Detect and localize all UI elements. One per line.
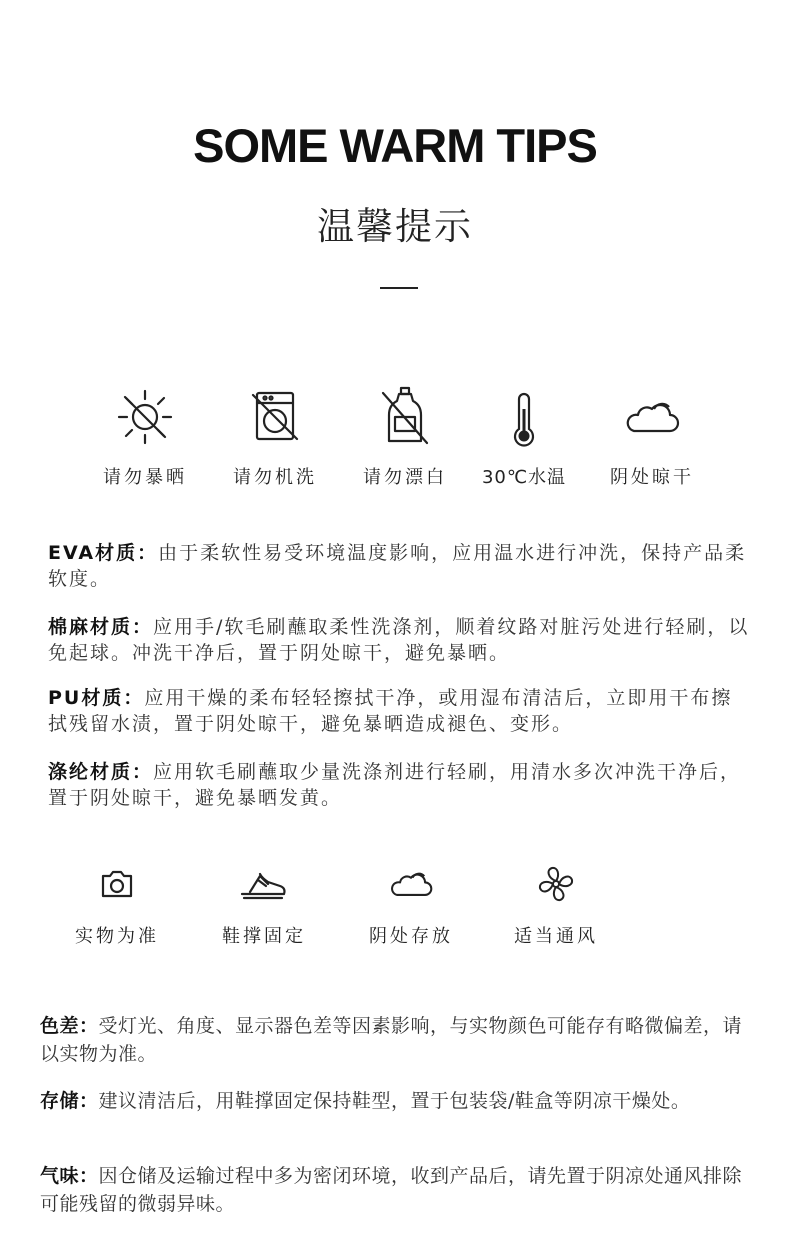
title-chinese: 温馨提示 [317, 205, 473, 248]
care-item-shade-dry [597, 385, 707, 489]
notice-icons-row [0, 862, 790, 957]
notice-lead: 气味： [40, 1165, 99, 1187]
notice-label: 适当通风 [514, 926, 598, 947]
thermometer-icon [492, 385, 556, 449]
notice-lead: 色差： [40, 1015, 99, 1037]
material-text: 应用软毛刷蘸取少量洗涤剂进行轻刷，用清水多次冲洗干净后，置于阴处晾干，避免暴晒发黄。 [48, 761, 742, 809]
material-lead: EVA材质： [48, 542, 159, 564]
care-label: 30℃水温 [481, 467, 567, 488]
no-bleach-icon [373, 385, 437, 449]
notice-text: 建议清洁后，用鞋撑固定保持鞋型，置于包装袋/鞋盒等阴凉干燥处。 [98, 1090, 691, 1112]
care-icons-row [0, 385, 790, 495]
notice-label: 阴处存放 [369, 926, 453, 947]
material-eva [48, 540, 748, 592]
material-lead: 涤纶材质： [48, 761, 154, 783]
cloud-icon [620, 385, 684, 449]
no-sun-icon [113, 385, 177, 449]
material-pu [48, 685, 748, 737]
care-label: 请勿机洗 [233, 467, 317, 488]
notice-item-ventilation [501, 862, 611, 948]
material-text: 应用干燥的柔布轻轻擦拭干净，或用湿布清洁后，立即用干布擦拭残留水渍，置于阴处晾干，避免暴晒造成褪色、变形。 [48, 687, 733, 735]
care-item-no-bleach [355, 385, 455, 489]
material-text: 由于柔软性易受环境温度影响，应用温水进行冲洗，保持产品柔软度。 [48, 542, 747, 590]
notice-item-actual [62, 862, 172, 948]
notice-text: 因仓储及运输过程中多为密闭环境，收到产品后，请先置于阴凉处通风排除可能残留的微弱异味。 [40, 1165, 743, 1215]
camera-icon [95, 862, 139, 906]
title-divider [380, 287, 418, 289]
shoe-tree-icon [236, 862, 292, 906]
notice-storage [40, 1087, 755, 1115]
material-lead: 棉麻材质： [48, 616, 154, 638]
material-lead: PU材质： [48, 687, 145, 709]
notice-lead: 存储： [40, 1090, 99, 1112]
care-item-no-sun [95, 385, 195, 489]
notice-label: 鞋撑固定 [222, 926, 306, 947]
notice-odor [40, 1162, 750, 1218]
care-label: 阴处晾干 [610, 467, 694, 488]
notice-item-shade-store [356, 862, 466, 948]
notice-item-shoe-tree [209, 862, 319, 948]
title-english: SOME WARM TIPS [193, 119, 597, 172]
care-item-no-machine-wash [225, 385, 325, 489]
material-text: 应用手/软毛刷蘸取柔性洗涤剂，顺着纹路对脏污处进行轻刷，以免起球。冲洗干净后，置于阴处晾干，避免暴晒。 [48, 616, 750, 664]
notice-text: 受灯光、角度、显示器色差等因素影响，与实物颜色可能存有略微偏差，请以实物为准。 [40, 1015, 743, 1065]
notice-label: 实物为准 [75, 926, 159, 947]
care-item-water-temp [474, 385, 574, 489]
material-polyester [48, 759, 748, 811]
care-label: 请勿漂白 [363, 467, 447, 488]
fan-icon [534, 862, 578, 906]
cloud-icon [386, 862, 436, 906]
care-label: 请勿暴晒 [103, 467, 187, 488]
no-machine-wash-icon [243, 385, 307, 449]
notice-color [40, 1012, 750, 1068]
material-cotton-linen [48, 614, 753, 666]
